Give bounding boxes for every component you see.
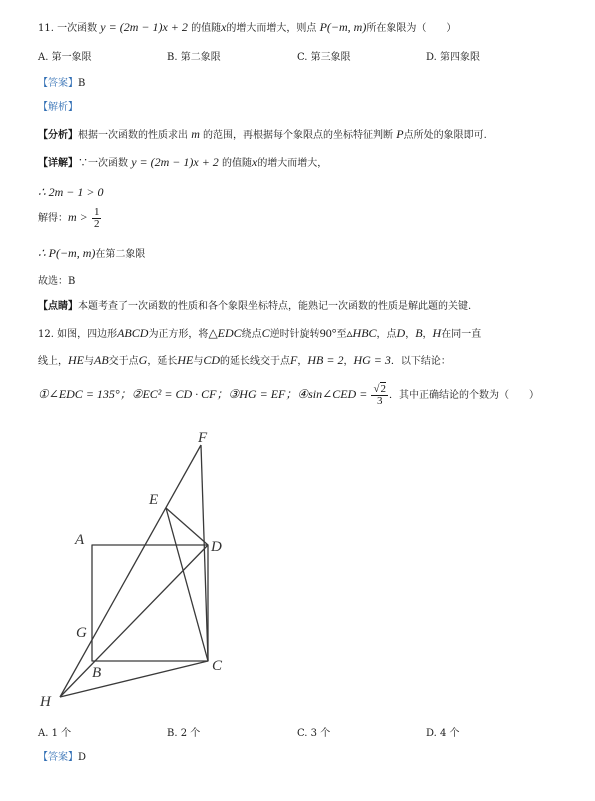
q12-stem-line-1: 12. 如图，四边形ABCD为正方形，将△EDC绕点C逆时针旋转90°至▵HBC，点D，B，H在同一直 (38, 326, 482, 340)
q11-option-a: A. 第一象限 (38, 52, 92, 63)
q11-option-b: B. 第二象限 (167, 52, 221, 63)
q12-option-c: C. 3 个 (297, 728, 331, 739)
q11-point: P(−m, m) (319, 20, 367, 34)
label-g: G (76, 625, 87, 641)
q11-analysis-heading: 【解析】 (38, 102, 78, 113)
label-h: H (40, 694, 51, 710)
line-hd (60, 545, 208, 697)
q11-answer: 【答案】B (38, 78, 86, 89)
q11-xiangjie: 【详解】∵一次函数 y = (2m − 1)x + 2 的值随x的增大而增大， (38, 155, 328, 169)
q11-equation: y = (2m − 1)x + 2 (100, 20, 188, 34)
q11-dianjing: 【点睛】本题考查了一次函数的性质和各个象限坐标特点，能熟记一次函数的性质是解此题的关键. (38, 301, 472, 312)
q12-option-a: A. 1 个 (38, 728, 72, 739)
line-ed (166, 508, 208, 545)
label-c: C (212, 658, 223, 674)
q11-fraction: $\frac{1}{2}$ (93, 206, 100, 230)
label-f: F (198, 430, 208, 446)
square-abcd (92, 545, 208, 661)
line-fc (201, 445, 208, 661)
label-a: A (75, 532, 85, 548)
q12-option-d: D. 4 个 (426, 728, 460, 739)
q11-option-d: D. 第四象限 (426, 52, 481, 63)
q11-fenxi: 【分析】根据一次函数的性质求出 m 的范围，再根据每个象限点的坐标特征判断 P点所处的象限即可. (38, 127, 487, 141)
line-hc (60, 661, 208, 697)
q12-answer: 【答案】D (38, 752, 87, 763)
q11-step-2: 解得：m > $\frac{1}{2}$ (38, 206, 100, 230)
q12-stem-line-2: 线上，HE与AB交于点G，延长HE与CD的延长线交于点F，HB = 2，HG = 3．以下结论： (38, 353, 451, 367)
q11-step-1: ∴ 2m − 1 > 0 (38, 185, 104, 199)
label-d: D (211, 539, 222, 555)
q11-stem: 11. 一次函数 y = (2m − 1)x + 2 的值随x的增大而增大，则点 P(−m, m)所在象限为（ ） (38, 20, 457, 34)
q11-step-3: ∴ P(−m, m)在第二象限 (38, 246, 146, 260)
q12-conclusions: ①∠EDC = 135°；②EC² = CD · CF；③HG = EF；④sin∠CED = $\frac{√2}{3}$ ．其中正确结论的个数为（ ） (38, 383, 540, 407)
q11-option-c: C. 第三象限 (297, 52, 351, 63)
q12-option-b: B. 2 个 (167, 728, 201, 739)
label-b: B (92, 665, 102, 681)
label-e: E (149, 492, 159, 508)
q11-step-4: 故选：B (38, 276, 76, 287)
q12-sqrt-fraction: $\frac{√2}{3}$ (373, 383, 387, 407)
line-ec (166, 508, 208, 661)
line-hf (60, 445, 201, 697)
